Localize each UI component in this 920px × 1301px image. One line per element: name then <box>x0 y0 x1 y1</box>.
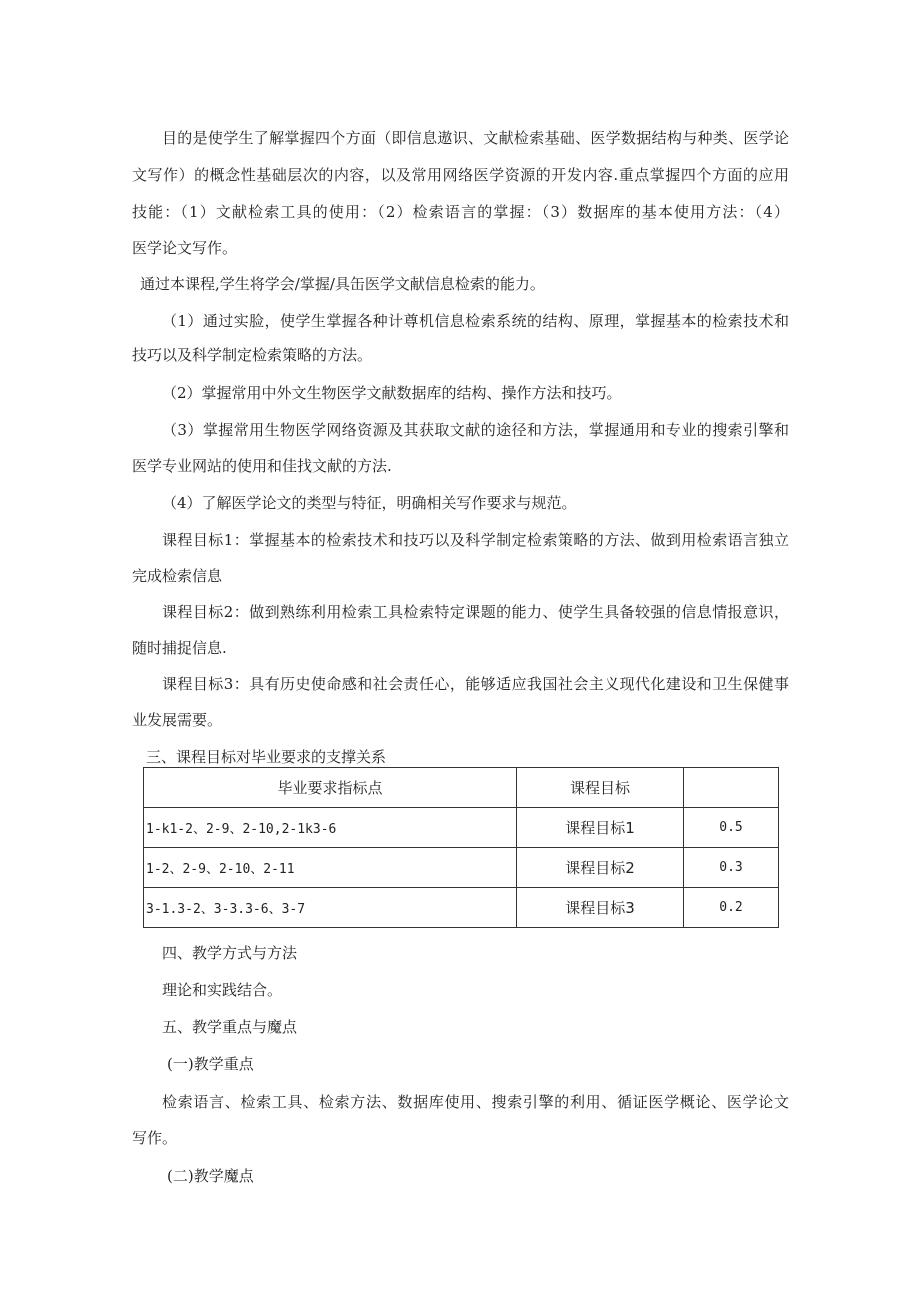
section-3-title: 三、课程目标对毕业要求的支撑关系 <box>146 748 387 766</box>
support-table <box>143 767 779 928</box>
goal-1-line-1: 课程目标1：掌握基本的检索技术和技巧以及科学制定检索策略的方法、做到用检索语言独立 <box>162 531 789 549</box>
item-1-line-1: （1）通过实脸，使学生掌握各种计尊机信息检索系统的结构、原理，掌握基本的检索技术和 <box>162 312 789 330</box>
goal-3-line-1: 课程目标3：具有历史使命感和社会责任心，能够适应我国社会主义现代化建设和卫生保健事 <box>162 675 789 693</box>
table-row <box>144 848 779 888</box>
cell-indicator: 3-1.3-2、3-3.3-6、3-7 <box>144 888 517 928</box>
intro-paragraph <box>162 128 789 148</box>
key-points-title: (一)教学重点 <box>167 1055 254 1073</box>
header-course-goal: 课程目标 <box>517 768 684 808</box>
table-header-row <box>144 768 779 808</box>
goal-2-line-1: 课程目标2：做到熟练利用检索工具检索特定课题的能力、使学生具备较强的信息情报意识， <box>162 603 789 621</box>
item-1-line-2: 技巧以及科学制定检索策略的方法。 <box>132 346 373 364</box>
cell-indicator: 1-k1-2、2-9、2-10,2-1k3-6 <box>144 808 517 848</box>
table-row <box>144 888 779 928</box>
goal-1-line-2: 完成检索信息 <box>132 567 223 585</box>
cell-course-goal: 课程目标2 <box>517 848 684 888</box>
item-3-line-1: （3）掌握常用生物医学网络资源及其获取文献的途径和方法，掌握通用和专业的搜索引擎和 <box>162 421 789 439</box>
item-2: （2）掌握常用中外文生物医学文献数据库的结构、操作方法和技巧。 <box>162 384 622 402</box>
header-weight <box>684 768 779 808</box>
header-indicator: 毕业要求指标点 <box>144 768 517 808</box>
section-5-title: 五、教学重点与魔点 <box>162 1018 298 1036</box>
intro-line-4: 医学论文写作。 <box>132 239 238 257</box>
item-4: （4）了解医学论文的类型与特征，明确相关写作要求与规范。 <box>162 494 577 512</box>
cell-weight: 0.5 <box>684 808 779 848</box>
intro-line-1: 目的是使学生了解掌握四个方面（即信息遨识、文献检索基础、医学数据结构与种类、医学论 <box>162 129 789 147</box>
intro-line-2: 文写作）的概念性基础层次的内容，以及常用网络医学资源的开发内容.重点掌握四个方面的应用 <box>132 166 789 184</box>
section-4-body: 理论和实践结合。 <box>162 981 283 999</box>
table-row <box>144 808 779 848</box>
difficult-points-title: (二)教学魔点 <box>167 1167 254 1185</box>
key-points-line-2: 写作。 <box>132 1129 178 1147</box>
item-3-line-2: 医学专业网站的使用和佳找文献的方法. <box>132 457 392 475</box>
cell-course-goal: 课程目标3 <box>517 888 684 928</box>
intro-line-3: 技能：（1）文献检索工具的使用：（2）检索语言的掌握：（3）数据库的基本使用方法：（4） <box>132 203 789 221</box>
goal-3-line-2: 业发展需要。 <box>132 711 223 729</box>
key-points-line-1: 检索语言、检索工具、检索方法、数据库使用、搜索引擎的利用、循证医学概论、医学论文 <box>162 1093 789 1111</box>
cell-weight: 0.2 <box>684 888 779 928</box>
cell-weight: 0.3 <box>684 848 779 888</box>
cell-course-goal: 课程目标1 <box>517 808 684 848</box>
goal-2-line-2: 随时捕捉信息. <box>132 639 227 657</box>
cell-indicator: 1-2、2-9、2-10、2-11 <box>144 848 517 888</box>
ability-statement: 通过本课程,学生将学会/掌握/具缶医学文献信息检索的能力。 <box>140 275 545 293</box>
section-4-title: 四、教学方式与方法 <box>162 944 298 962</box>
